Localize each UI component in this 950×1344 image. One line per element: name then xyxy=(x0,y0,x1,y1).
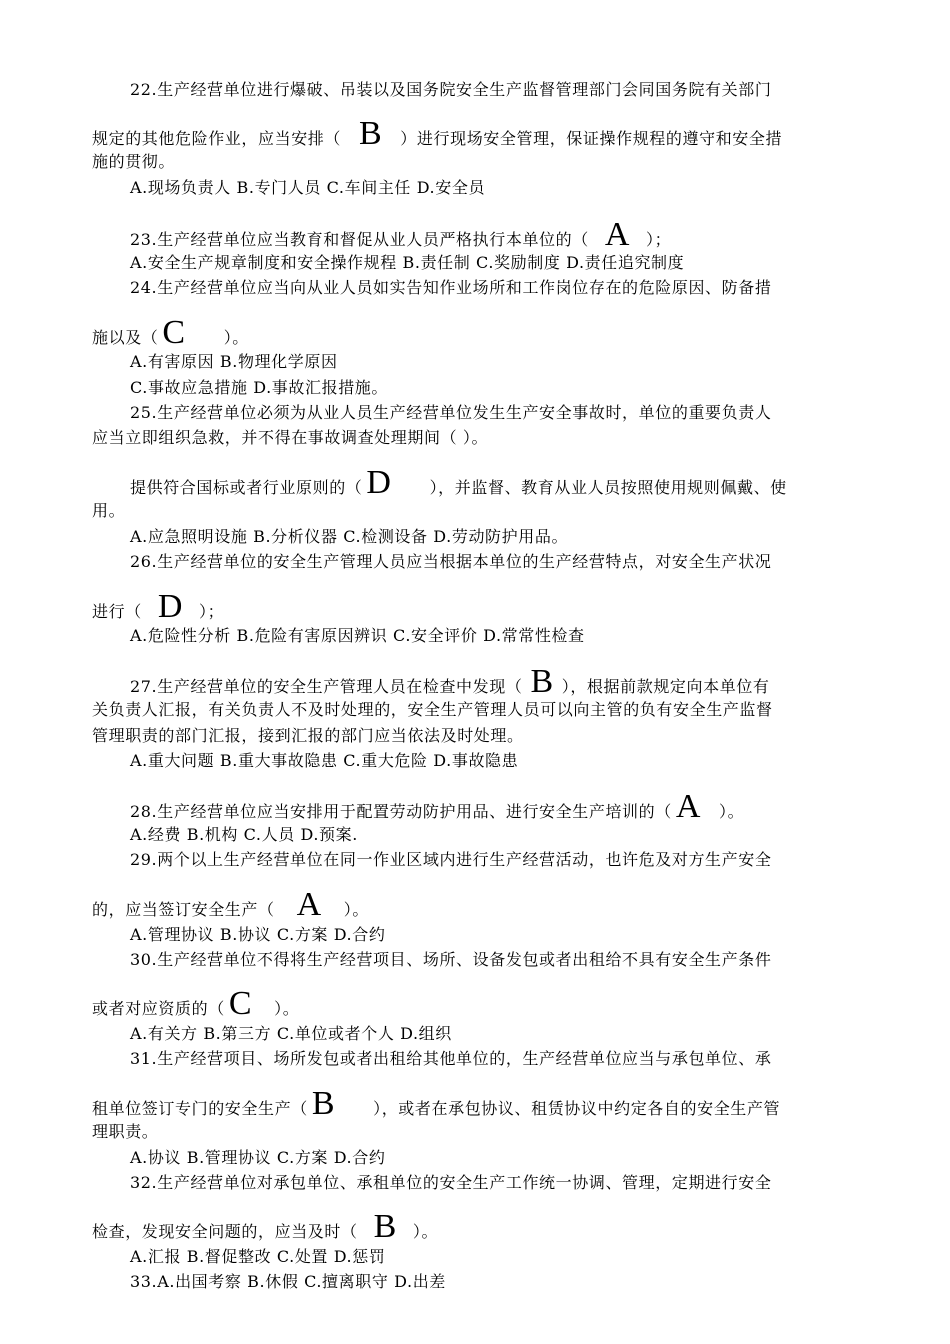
question-stem: 28.生产经营单位应当安排用于配置劳动防护用品、进行安全生产培训的（ A ）。 xyxy=(130,788,745,825)
options-line: C.事故应急措施 D.事故汇报措施。 xyxy=(130,378,388,397)
question-stem: 管理职责的部门汇报，接到汇报的部门应当依法及时处理。 xyxy=(92,726,524,745)
question-stem: 27.生产经营单位的安全生产管理人员在检查中发现（ B ），根据前款规定向本单位有 xyxy=(130,663,770,700)
question-stem: 29.两个以上生产经营单位在同一作业区域内进行生产经营活动，也许危及对方生产安全 xyxy=(130,850,772,869)
question-stem: 施的贯彻。 xyxy=(92,152,176,171)
answer-mark: A xyxy=(296,886,322,923)
question-stem: 理职责。 xyxy=(92,1122,159,1141)
options-line: A.安全生产规章制度和安全操作规程 B.责任制 C.奖励制度 D.责任追究制度 xyxy=(130,253,685,272)
question-stem: 用。 xyxy=(92,501,126,520)
answer-mark: B xyxy=(530,663,554,700)
question-stem: 规定的其他危险作业，应当安排（ B ）进行现场安全管理，保证操作规程的遵守和安全措 xyxy=(92,115,783,152)
answer-mark: D xyxy=(366,464,392,501)
options-line: A.协议 B.管理协议 C.方案 D.合约 xyxy=(130,1148,386,1167)
question-stem: 或者对应资质的（ C ）。 xyxy=(92,985,300,1022)
question-stem: 30.生产经营单位不得将生产经营项目、场所、设备发包或者出租给不具有安全生产条件 xyxy=(130,950,772,969)
options-line: A.管理协议 B.协议 C.方案 D.合约 xyxy=(130,925,386,944)
question-stem: 22.生产经营单位进行爆破、吊装以及国务院安全生产监督管理部门会同国务院有关部门 xyxy=(130,80,772,99)
options-line: A.重大问题 B.重大事故隐患 C.重大危险 D.事故隐患 xyxy=(130,751,519,770)
question-stem: 25.生产经营单位必须为从业人员生产经营单位发生生产安全事故时，单位的重要负责人 xyxy=(130,403,772,422)
question-stem: 31.生产经营项目、场所发包或者出租给其他单位的，生产经营单位应当与承包单位、承 xyxy=(130,1049,772,1068)
question-stem: 进行（ D ）； xyxy=(92,588,225,625)
question-stem: 32.生产经营单位对承包单位、承租单位的安全生产工作统一协调、管理，定期进行安全 xyxy=(130,1173,772,1192)
question-stem: 24.生产经营单位应当向从业人员如实告知作业场所和工作岗位存在的危险原因、防备措 xyxy=(130,278,772,297)
answer-mark: A xyxy=(675,788,702,825)
question-stem: 的，应当签订安全生产（ A ）。 xyxy=(92,886,369,923)
answer-mark: C xyxy=(228,985,253,1022)
question-stem: 施以及（ C ）。 xyxy=(92,314,249,351)
answer-mark: C xyxy=(162,314,186,351)
question-stem: 23.生产经营单位应当教育和督促从业人员严格执行本单位的（ A ）； xyxy=(130,216,672,253)
answer-mark: A xyxy=(604,216,631,253)
question-stem: 关负责人汇报，有关负责人不及时处理的，安全生产管理人员可以向主管的负有安全生产监督 xyxy=(92,700,773,719)
options-line: A.有害原因 B.物理化学原因 xyxy=(130,352,338,371)
question-stem: 26.生产经营单位的安全生产管理人员应当根据本单位的生产经营特点，对安全生产状况 xyxy=(130,552,772,571)
question-stem: 提供符合国标或者行业原则的（ D ），并监督、教育从业人员按照使用规则佩戴、使 xyxy=(130,464,787,501)
question-stem: 租单位签订专门的安全生产（ B ），或者在承包协议、租赁协议中约定各自的安全生产管 xyxy=(92,1085,781,1122)
question-stem: 检查，发现安全问题的，应当及时（ B ）。 xyxy=(92,1208,439,1245)
answer-mark: B xyxy=(311,1085,336,1122)
options-line: A.经费 B.机构 C.人员 D.预案. xyxy=(130,825,358,844)
options-line: A.应急照明设施 B.分析仪器 C.检测设备 D.劳动防护用品。 xyxy=(130,527,569,546)
answer-mark: D xyxy=(157,588,183,625)
answer-mark: B xyxy=(359,115,383,152)
options-line: A.危险性分析 B.危险有害原因辨识 C.安全评价 D.常常性检查 xyxy=(130,626,585,645)
options-line: A.汇报 B.督促整改 C.处置 D.惩罚 xyxy=(130,1247,386,1266)
answer-mark: B xyxy=(373,1208,397,1245)
options-line: A.现场负责人 B.专门人员 C.车间主任 D.安全员 xyxy=(130,178,486,197)
options-line: 33.A.出国考察 B.休假 C.擅离职守 D.出差 xyxy=(130,1272,446,1291)
question-stem: 应当立即组织急救，并不得在事故调查处理期间（ ）。 xyxy=(92,428,489,447)
options-line: A.有关方 B.第三方 C.单位或者个人 D.组织 xyxy=(130,1024,452,1043)
